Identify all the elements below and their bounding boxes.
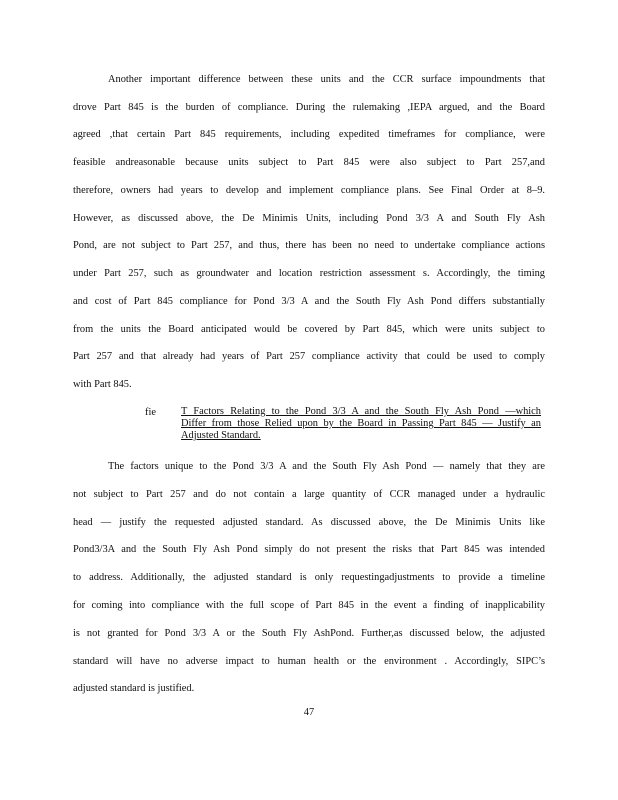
text-line: agreed ,that certain Part 845 requirements, including expedited timeframes for compliance, were [73, 129, 545, 140]
text-line: head — justify the requested adjusted standard. As discussed above, the De Minimis Units like [73, 517, 545, 528]
text-line: under Part 257, such as groundwater and location restriction assessment s. Accordingly, the timing [73, 268, 545, 279]
text-line: from the units the Board anticipated would be covered by Part 845, which were units subject to [73, 324, 545, 335]
text-line: The factors unique to the Pond 3/3 A and the South Fly Ash Pond — namely that they are [108, 461, 545, 472]
heading-line: T Factors Relating to the Pond 3/3 A and the South Fly Ash Pond —which [181, 406, 541, 417]
text-line: is not granted for Pond 3/3 A or the South Fly AshPond. Further,as discussed below, the adjusted [73, 628, 545, 639]
text-line: to address. Additionally, the adjusted standard is only requestingadjustments to provide a timeline [73, 572, 545, 583]
text-line: therefore, owners had years to develop and implement compliance plans. See Final Order at 8–9. [73, 185, 545, 196]
text-line: feasible andreasonable because units subject to Part 845 were also subject to Part 257,and [73, 157, 545, 168]
text-line: drove Part 845 is the burden of compliance. During the rulemaking ,IEPA argued, and the Board [73, 102, 545, 113]
text-line: with Part 845. [73, 379, 132, 390]
heading-line: Adjusted Standard. [181, 430, 261, 441]
section-marker: fie [145, 407, 156, 418]
text-line: and cost of Part 845 compliance for Pond 3/3 A and the South Fly Ash Pond differs substantially [73, 296, 545, 307]
text-line: Pond, are not subject to Part 257, and thus, there has been no need to undertake compliance actions [73, 240, 545, 251]
text-line: Part 257 and that already had years of Part 257 compliance activity that could be used to comply [73, 351, 545, 362]
text-line: standard will have no adverse impact to human health or the environment . Accordingly, SIPC’s [73, 656, 545, 667]
text-line: However, as discussed above, the De Minimis Units, including Pond 3/3 A and South Fly Ash [73, 213, 545, 224]
text-line: not subject to Part 257 and do not contain a large quantity of CCR managed under a hydraulic [73, 489, 545, 500]
page-number: 47 [303, 707, 315, 718]
text-line: for coming into compliance with the full scope of Part 845 in the event a finding of inapplicability [73, 600, 545, 611]
text-line: Another important difference between these units and the CCR surface impoundments that [108, 74, 545, 85]
text-line: Pond3/3A and the South Fly Ash Pond simply do not present the risks that Part 845 was intended [73, 544, 545, 555]
text-line: adjusted standard is justified. [73, 683, 195, 694]
heading-line: Differ from those Relied upon by the Board in Passing Part 845 — Justify an [181, 418, 541, 429]
